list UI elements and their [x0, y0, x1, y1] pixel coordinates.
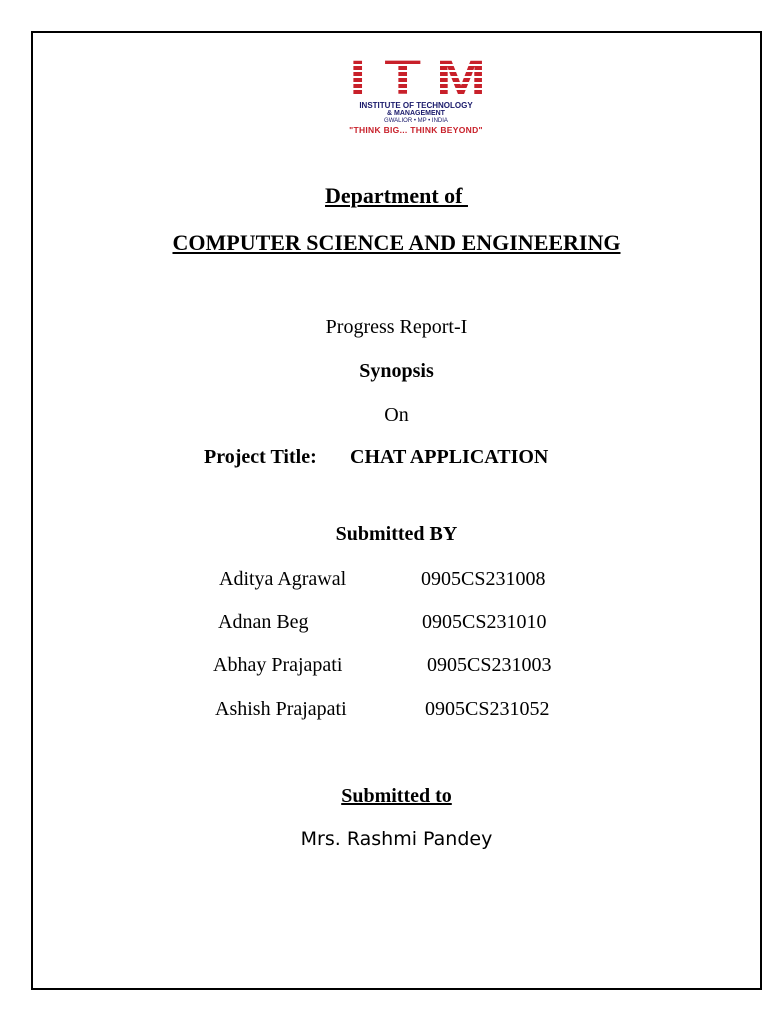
member-name: Ashish Prajapati	[215, 698, 347, 720]
member-id: 0905CS231003	[427, 654, 552, 676]
submitted-to-heading: Submitted to	[341, 785, 452, 807]
logo-letter-i: I	[349, 52, 367, 105]
logo-institute-name: INSTITUTE OF TECHNOLOGY	[359, 101, 473, 110]
member-id: 0905CS231052	[425, 698, 550, 720]
submitted-to-name: Mrs. Rashmi Pandey	[300, 828, 493, 850]
logo-letter-m: M	[436, 52, 486, 105]
department-heading	[33, 183, 760, 209]
department-name: COMPUTER SCIENCE AND ENGINEERING	[172, 230, 621, 255]
logo-letter-t: T	[384, 52, 422, 105]
logo-management: & MANAGEMENT	[387, 110, 445, 117]
logo-tagline: "THINK BIG... THINK BEYOND"	[349, 125, 483, 135]
member-id: 0905CS231010	[422, 611, 547, 633]
project-title-value: CHAT APPLICATION	[350, 446, 549, 468]
synopsis-label: Synopsis	[359, 360, 434, 382]
itm-logo	[321, 52, 511, 142]
progress-report-label: Progress Report-I	[325, 316, 468, 338]
logo-letters	[349, 52, 486, 105]
member-name: Aditya Agrawal	[219, 568, 347, 590]
submitted-by-heading: Submitted BY	[335, 523, 458, 545]
title-page	[31, 31, 762, 990]
member-name: Abhay Prajapati	[213, 654, 343, 676]
department-of-text: Department of	[325, 183, 468, 208]
project-title-label: Project Title:	[204, 446, 317, 468]
member-name: Adnan Beg	[218, 611, 309, 633]
on-label: On	[384, 404, 409, 426]
member-id: 0905CS231008	[421, 568, 546, 590]
logo-location: GWALIOR • MP • INDIA	[384, 118, 448, 124]
